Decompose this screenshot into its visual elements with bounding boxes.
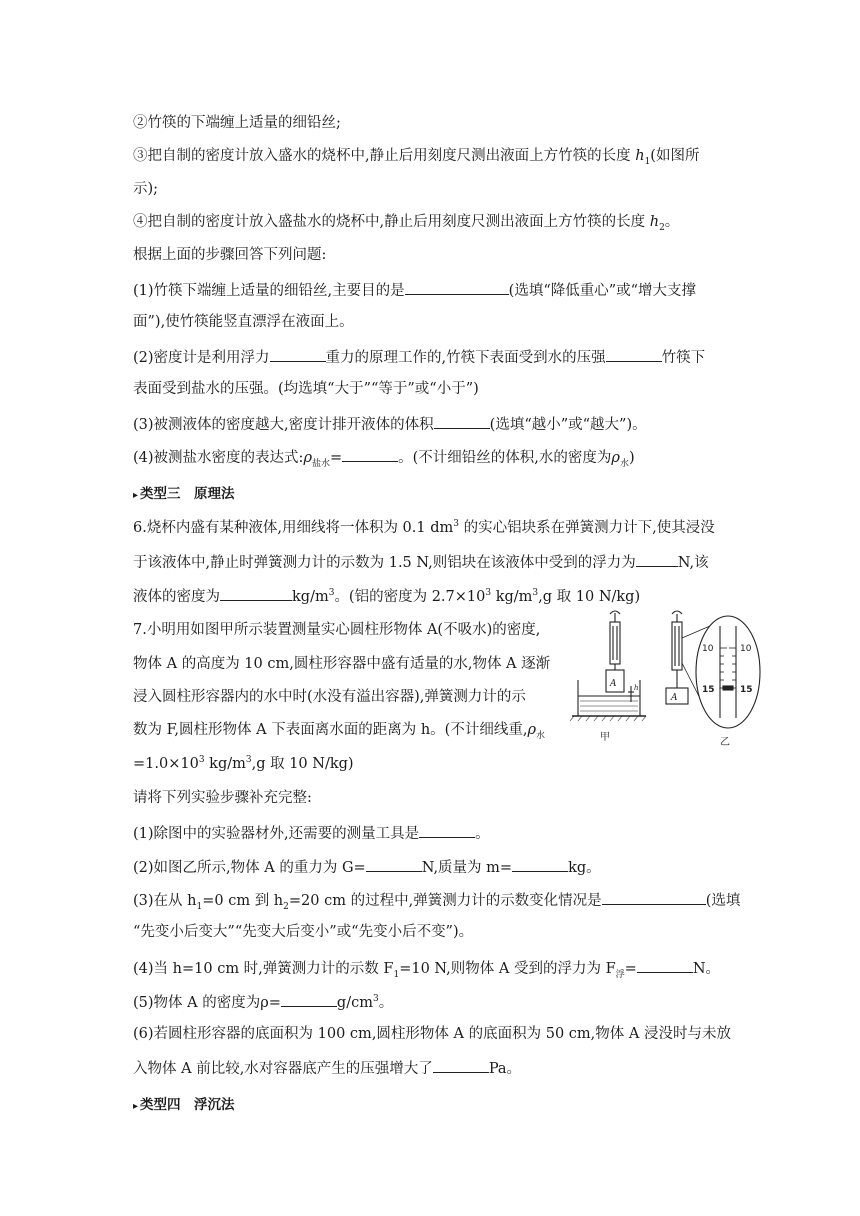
spring-scale bbox=[610, 622, 620, 664]
block-label-yi: A bbox=[671, 693, 678, 703]
experiment-figure bbox=[570, 608, 770, 778]
step-4: ④把自制的密度计放入盛盐水的烧杯中,静止后用刻度尺测出液面上方竹筷的长度 $h_2$。 bbox=[133, 214, 680, 233]
spring-scale-yi bbox=[672, 622, 682, 670]
scale-10-right: 10 bbox=[740, 644, 752, 654]
question-1-cont: 面”),使竹筷能竖直漂浮在液面上。 bbox=[133, 314, 354, 330]
step-q3: (3)在从 $h_1=0$ cm 到 $h_2=20$ cm 的过程中,弹簧测力计的示数变化情况是 (选填 bbox=[133, 889, 740, 911]
question-3: (3)被测液体的密度越大,密度计排开液体的体积 (选填“越小”或“越大”)。 bbox=[133, 413, 647, 435]
step-q5: (5)物体 A 的密度为$\rho= g/cm^3$。 bbox=[133, 991, 393, 1013]
answer-blank[interactable] bbox=[637, 957, 693, 973]
question-1: (1)竹筷下端缠上适量的细铅丝,主要目的是 (选填“降低重心”或“增大支撑 bbox=[133, 279, 696, 301]
block-label-jia: A bbox=[610, 679, 617, 689]
step-q1: (1)除图中的实验器材外,还需要的测量工具是 。 bbox=[133, 822, 490, 844]
answer-blank[interactable] bbox=[366, 856, 422, 872]
section-heading-3: ▸ 类型三 原理法 bbox=[133, 486, 235, 502]
step-3-cont: 示); bbox=[133, 181, 159, 197]
step-q6-cont: 入物体 A 前比较,水对容器底产生的压强增大了 Pa。 bbox=[133, 1057, 521, 1079]
answer-blank[interactable] bbox=[220, 585, 292, 601]
pointer bbox=[723, 686, 733, 690]
step-3: ③把自制的密度计放入盛水的烧杯中,静止后用刻度尺测出液面上方竹筷的长度 $h_1$(如图所 bbox=[133, 148, 700, 167]
problem-7: 7.小明用如图甲所示装置测量实心圆柱形物体 A(不吸水)的密度, bbox=[133, 622, 541, 638]
figure-yi bbox=[666, 611, 760, 728]
answer-blank[interactable] bbox=[636, 551, 678, 567]
h-label: h bbox=[634, 684, 639, 692]
answer-blank[interactable] bbox=[270, 346, 326, 362]
answer-blank[interactable] bbox=[433, 1057, 489, 1073]
problem-7-cont: 物体 A 的高度为 10 cm,圆柱形容器中盛有适量的水,物体 A 逐渐 bbox=[133, 656, 551, 672]
section-heading-4: ▸ 类型四 浮沉法 bbox=[133, 1097, 235, 1113]
answer-blank[interactable] bbox=[281, 991, 337, 1007]
zoom-circle bbox=[696, 616, 760, 728]
figure-jia bbox=[570, 611, 646, 721]
step-q6: (6)若圆柱形容器的底面积为 100 cm,圆柱形物体 A 的底面积为 50 cm,物体 A 浸没时与未放 bbox=[133, 1026, 731, 1042]
step-q2: (2)如图乙所示,物体 A 的重力为 G= N,质量为 m= kg。 bbox=[133, 856, 601, 878]
problem-6: 6.烧杯内盛有某种液体,用细线将一体积为 0.1 $dm^3$ 的实心铝块系在弹簧测力计下,使其浸没 bbox=[133, 519, 715, 536]
problem-7-cont3: 数为 F,圆柱形物体 A 下表面离水面的距离为 h。(不计细线重$,\rho_水$ bbox=[133, 722, 545, 741]
scale-15-left: 15 bbox=[702, 685, 715, 695]
triangle-icon: ▸ bbox=[133, 1101, 139, 1112]
step-2: ②竹筷的下端缠上适量的细铅丝; bbox=[133, 115, 341, 131]
answer-blank[interactable] bbox=[405, 279, 509, 295]
answer-blank[interactable] bbox=[602, 889, 706, 905]
problem-7-cont4: $=1.0\times 10^3$ $kg/m^3,g$ 取 10 N/kg) bbox=[133, 755, 354, 772]
answer-blank[interactable] bbox=[606, 346, 662, 362]
label-jia: 甲 bbox=[600, 732, 610, 743]
question-2: (2)密度计是利用浮力 重力的原理工作的,竹筷下表面受到水的压强 竹筷下 bbox=[133, 346, 705, 368]
answer-blank[interactable] bbox=[342, 446, 398, 462]
label-yi: 乙 bbox=[720, 737, 730, 748]
triangle-icon: ▸ bbox=[133, 490, 139, 501]
problem-7-cont2: 浸入圆柱形容器内的水中时(水没有溢出容器),弹簧测力计的示 bbox=[133, 689, 526, 705]
steps-intro: 请将下列实验步骤补充完整: bbox=[133, 790, 312, 806]
answer-blank[interactable] bbox=[419, 822, 475, 838]
question-4: (4)被测盐水密度的表达式$:\rho_{盐水}=$ 。(不计细铅丝的体积,水的密度为$\rho_水$) bbox=[133, 446, 635, 468]
step-q4: (4)当 h=10 cm 时,弹簧测力计的示数 $F_1=10$ N,则物体 A 受到的浮力为 $F_浮= N$。 bbox=[133, 957, 720, 979]
problem-6-cont2: 液体的密度为 $kg/m^3$。(铝的密度为 $2.7\times 10^3$ $kg/m^3,g$ 取 10 N/kg) bbox=[133, 585, 640, 607]
problem-6-cont: 于该液体中,静止时弹簧测力计的示数为 1.5 N,则铝块在该液体中受到的浮力为 N,该 bbox=[133, 551, 709, 573]
question-2-cont: 表面受到盐水的压强。(均选填“大于”“等于”或“小于”) bbox=[133, 381, 479, 397]
step-q3-cont: “先变小后变大”“先变大后变小”或“先变小后不变”)。 bbox=[133, 924, 474, 940]
answer-blank[interactable] bbox=[512, 856, 568, 872]
instruction: 根据上面的步骤回答下列问题: bbox=[133, 247, 327, 263]
scale-10-left: 10 bbox=[702, 644, 714, 654]
answer-blank[interactable] bbox=[434, 413, 490, 429]
scale-15-right: 15 bbox=[740, 685, 753, 695]
